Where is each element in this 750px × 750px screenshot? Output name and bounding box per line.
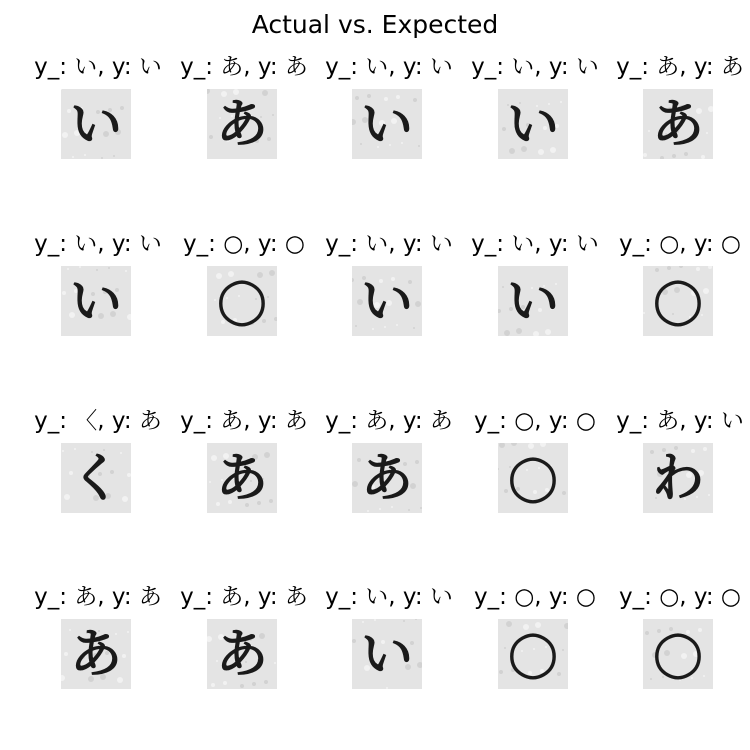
character-glyph: ○	[651, 266, 705, 334]
paper-speckle	[64, 652, 68, 656]
character-image	[352, 619, 422, 689]
character-glyph: ○	[506, 443, 560, 511]
cell-label: y_: あ, y: あ	[325, 408, 453, 434]
character-glyph: い	[69, 272, 123, 332]
character-thumbnail	[643, 266, 713, 336]
grid-cell	[171, 582, 317, 722]
paper-speckle	[418, 145, 420, 147]
paper-speckle	[643, 312, 645, 314]
paper-speckle	[209, 481, 211, 483]
grid-cell	[25, 229, 171, 369]
paper-speckle	[269, 270, 275, 276]
character-thumbnail	[61, 619, 131, 689]
grid-cell	[25, 406, 171, 546]
character-glyph: あ	[215, 449, 269, 509]
cell-label: y_: い, y: い	[325, 584, 453, 610]
paper-speckle	[420, 507, 422, 509]
paper-speckle	[648, 130, 650, 132]
paper-speckle	[96, 269, 98, 271]
cell-label: y_: ○, y: ○	[474, 584, 596, 610]
grid-cell	[462, 52, 608, 192]
cell-label: y_: ○, y: ○	[619, 584, 741, 610]
character-glyph: あ	[651, 95, 705, 155]
grid-cell	[316, 229, 462, 369]
paper-speckle	[122, 654, 126, 658]
grid-cell	[607, 406, 750, 546]
character-image	[352, 443, 422, 513]
grid-cell	[316, 52, 462, 192]
grid-cell	[171, 229, 317, 369]
cell-label: y_: い, y: い	[34, 231, 162, 257]
character-thumbnail	[61, 89, 131, 159]
character-glyph: ○	[651, 619, 705, 687]
paper-speckle	[67, 268, 69, 270]
cell-label: y_: い, y: い	[34, 54, 162, 80]
character-thumbnail	[643, 443, 713, 513]
cell-label: y_: あ, y: あ	[180, 54, 308, 80]
character-image	[207, 619, 277, 689]
paper-speckle	[362, 621, 364, 623]
cell-label: y_: い, y: い	[471, 54, 599, 80]
cell-label: y_: ○, y: ○	[619, 231, 741, 257]
paper-speckle	[352, 481, 358, 487]
character-thumbnail	[61, 443, 131, 513]
paper-speckle	[367, 510, 369, 512]
paper-speckle	[272, 114, 274, 116]
paper-speckle	[209, 135, 213, 139]
paper-speckle	[708, 494, 710, 496]
paper-speckle	[560, 101, 562, 103]
paper-speckle	[413, 327, 415, 329]
paper-speckle	[374, 619, 376, 621]
cell-label: y_: い, y: い	[471, 231, 599, 257]
paper-speckle	[352, 639, 356, 643]
character-thumbnail	[207, 619, 277, 689]
cell-label: y_: あ, y: あ	[180, 408, 308, 434]
paper-speckle	[113, 155, 115, 157]
grid-cell	[462, 582, 608, 722]
paper-speckle	[274, 662, 276, 664]
character-image	[61, 89, 131, 159]
character-glyph: い	[360, 95, 414, 155]
paper-speckle	[72, 156, 74, 158]
cell-label: y_: あ, y: あ	[34, 584, 162, 610]
paper-speckle	[499, 670, 503, 674]
cell-label: y_: ○, y: ○	[474, 408, 596, 434]
character-thumbnail	[498, 443, 568, 513]
character-glyph: わ	[651, 449, 705, 509]
character-image	[498, 266, 568, 336]
character-image	[498, 89, 568, 159]
character-thumbnail	[207, 266, 277, 336]
character-glyph: い	[69, 95, 123, 155]
character-glyph: い	[506, 95, 560, 155]
character-glyph: ○	[506, 619, 560, 687]
grid-cell	[607, 582, 750, 722]
character-glyph: い	[506, 272, 560, 332]
character-image	[61, 443, 131, 513]
paper-speckle	[643, 153, 647, 157]
paper-speckle	[62, 132, 68, 138]
character-image	[643, 443, 713, 513]
grid-cell	[316, 582, 462, 722]
character-image	[643, 266, 713, 336]
paper-speckle	[413, 98, 417, 102]
character-image	[352, 266, 422, 336]
character-image	[61, 619, 131, 689]
grid-cell	[607, 52, 750, 192]
paper-speckle	[269, 499, 273, 503]
character-glyph: く	[69, 449, 123, 509]
character-glyph: あ	[215, 95, 269, 155]
character-thumbnail	[498, 266, 568, 336]
cell-label: y_: あ, y: あ	[616, 54, 744, 80]
paper-speckle	[79, 266, 81, 268]
character-thumbnail	[207, 89, 277, 159]
paper-speckle	[403, 620, 405, 622]
paper-speckle	[502, 127, 506, 131]
character-thumbnail	[61, 266, 131, 336]
character-thumbnail	[207, 443, 277, 513]
paper-speckle	[504, 647, 506, 649]
paper-speckle	[355, 96, 359, 100]
paper-speckle	[408, 509, 410, 511]
character-thumbnail	[352, 266, 422, 336]
paper-speckle	[62, 291, 66, 295]
paper-speckle	[122, 496, 128, 502]
grid-cell	[25, 582, 171, 722]
grid-cell	[171, 406, 317, 546]
character-glyph: い	[360, 272, 414, 332]
paper-speckle	[127, 473, 131, 477]
grid-cell	[171, 52, 317, 192]
paper-speckle	[562, 649, 564, 651]
grid-cell	[462, 229, 608, 369]
character-thumbnail	[352, 89, 422, 159]
character-image	[352, 89, 422, 159]
character-thumbnail	[498, 619, 568, 689]
paper-speckle	[502, 286, 504, 288]
character-image	[207, 443, 277, 513]
paper-speckle	[415, 460, 419, 464]
character-glyph: あ	[360, 449, 414, 509]
character-image	[207, 266, 277, 336]
cell-label: y_: ○, y: ○	[183, 231, 305, 257]
paper-speckle	[127, 631, 129, 633]
paper-speckle	[108, 267, 110, 269]
cell-label: y_: 〈, y: あ	[34, 408, 162, 434]
cell-label: y_: い, y: い	[325, 54, 453, 80]
character-thumbnail	[643, 619, 713, 689]
character-image	[643, 619, 713, 689]
paper-speckle	[62, 450, 64, 452]
paper-speckle	[101, 157, 103, 159]
paper-speckle	[701, 155, 705, 159]
paper-speckle	[562, 491, 566, 495]
character-thumbnail	[643, 89, 713, 159]
paper-speckle	[125, 270, 127, 272]
cell-label: y_: い, y: い	[325, 231, 453, 257]
character-glyph: い	[360, 625, 414, 685]
character-thumbnail	[352, 619, 422, 689]
character-glyph: ○	[215, 266, 269, 334]
character-glyph: あ	[215, 625, 269, 685]
character-image	[498, 443, 568, 513]
character-image	[61, 266, 131, 336]
character-image	[498, 619, 568, 689]
cell-label: y_: あ, y: あ	[180, 584, 308, 610]
character-thumbnail	[498, 89, 568, 159]
paper-speckle	[355, 325, 357, 327]
paper-speckle	[706, 132, 708, 134]
character-glyph: あ	[69, 625, 123, 685]
character-image	[643, 89, 713, 159]
grid-cell	[316, 406, 462, 546]
paper-speckle	[645, 631, 649, 635]
paper-speckle	[415, 301, 421, 307]
chart-title: Actual vs. Expected	[251, 10, 499, 39]
paper-speckle	[211, 683, 215, 687]
character-image	[207, 89, 277, 159]
grid-cell	[462, 406, 608, 546]
grid-cell	[25, 52, 171, 192]
grid-cell	[607, 229, 750, 369]
paper-speckle	[386, 687, 388, 689]
cell-label: y_: あ, y: い	[616, 408, 744, 434]
character-thumbnail	[352, 443, 422, 513]
